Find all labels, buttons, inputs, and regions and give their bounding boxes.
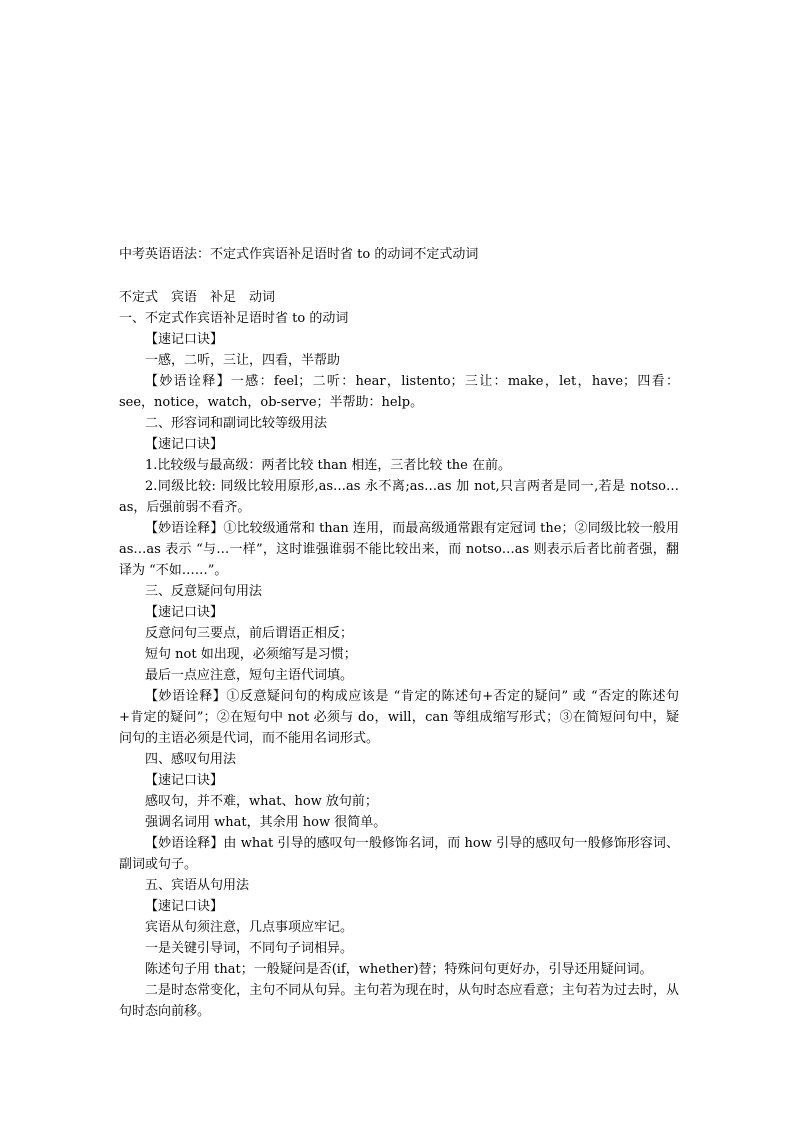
document-paragraph: 【速记口诀】 [145,773,224,788]
document-title: 中考英语语法：不定式作宾语补足语时省 to 的动词不定式动词 [119,247,479,262]
document-paragraph: 一、不定式作宾语补足语时省 to 的动词 [119,311,349,326]
document-paragraph: 【妙语诠释】一感：feel；二听：hear，listento；三让：make，let，have；四看：see，notice，watch，ob-serve；半帮助：help。 [119,374,679,410]
spacer [119,266,679,287]
document-paragraph: 宾语从句须注意，几点事项应牢记。 [145,920,354,935]
document-page [119,244,679,1022]
document-body [119,308,679,1022]
document-paragraph: 2.同级比较: 同级比较用原形,as…as 永不离;as…as 加 not,只言两者是同一,若是 notso…as，后强前弱不看齐。 [119,479,679,515]
document-paragraph: 一是关键引导词，不同句子词相异。 [145,941,354,956]
keywords-line: 不定式 宾语 补足 动词 [119,290,276,305]
document-paragraph: 【速记口诀】 [145,332,224,347]
document-paragraph: 三、反意疑问句用法 [145,584,263,599]
document-paragraph: 感叹句，并不难，what、how 放句前； [145,794,378,809]
document-paragraph: 【速记口诀】 [145,899,224,914]
document-paragraph: 二、形容词和副词比较等级用法 [145,416,328,431]
document-paragraph: 【妙语诠释】由 what 引导的感叹句一般修饰名词，而 how 引导的感叹句一般修饰形容词、副词或句子。 [119,836,679,872]
document-paragraph: 反意问句三要点，前后谓语正相反； [145,626,354,641]
document-paragraph: 二是时态常变化，主句不同从句异。主句若为现在时，从句时态应看意；主句若为过去时，从句时态向前移。 [119,983,679,1019]
document-paragraph: 最后一点应注意，短句主语代词填。 [145,668,354,683]
document-paragraph: 1.比较级与最高级：两者比较 than 相连，三者比较 the 在前。 [145,458,511,473]
document-paragraph: 陈述句子用 that；一般疑问是否(if，whether)替；特殊问句更好办，引导还用疑问词。 [145,962,653,977]
document-paragraph: 强调名词用 what，其余用 how 很简单。 [145,815,387,830]
document-paragraph: 四、感叹句用法 [145,752,237,767]
document-paragraph: 【妙语诠释】①比较级通常和 than 连用，而最高级通常跟有定冠词 the；②同级比较一般用 as…as 表示 “与…一样”，这时谁强谁弱不能比较出来，而 notso…as 则表示后者比前者强，翻译为 “不如……”。 [119,521,679,578]
document-paragraph: 短句 not 如出现，必须缩写是习惯； [145,647,357,662]
document-paragraph: 五、宾语从句用法 [145,878,250,893]
document-paragraph: 【速记口诀】 [145,605,224,620]
document-paragraph: 【妙语诠释】①反意疑问句的构成应该是 “肯定的陈述句+否定的疑问” 或 “否定的陈述句+肯定的疑问”；②在短句中 not 必须与 do，will，can 等组成缩写形式；③在简短问句中，疑问句的主语必须是代词，而不能用名词形式。 [119,689,679,746]
document-paragraph: 一感，二听，三让，四看，半帮助 [145,353,341,368]
document-paragraph: 【速记口诀】 [145,437,224,452]
